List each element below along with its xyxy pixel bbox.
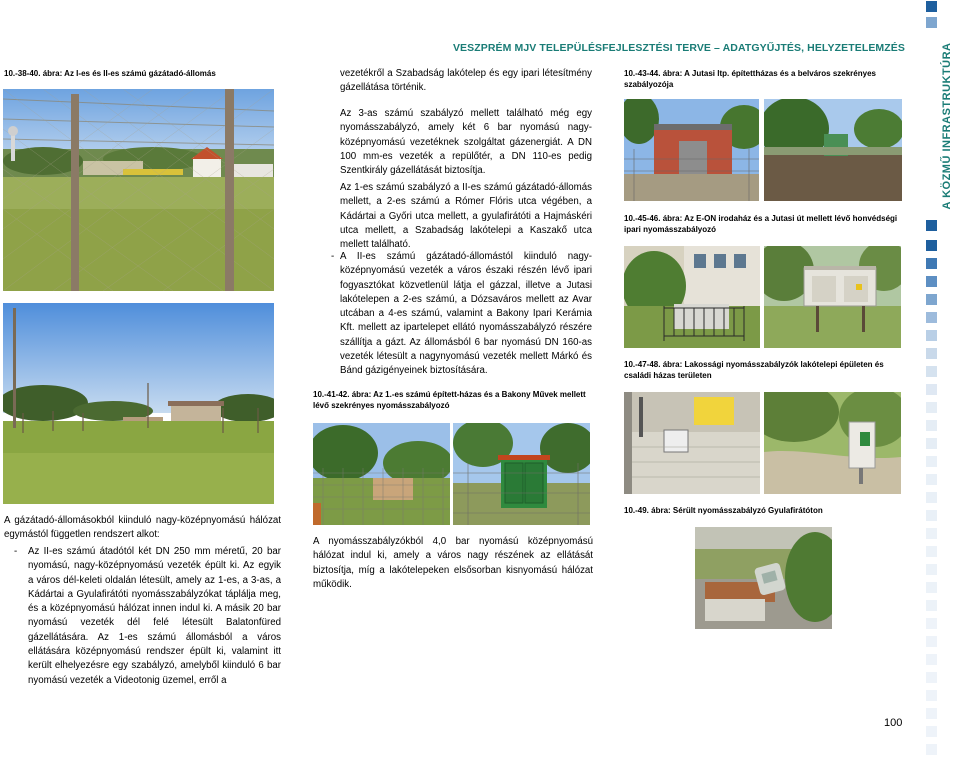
mid-paragraph-1: vezetékről a Szabadság lakótelep és egy ipari létesítmény gázellátása történik. (340, 68, 592, 94)
photo-regulator-cabinet (453, 423, 590, 525)
mid-bullet-item: - A II-es számú gázátadó-állomástól kiinduló nagy-középnyomású vezeték a város északi részén lévő ipari fogyasztókat közvetlenül látja el gázzal, illetve a Jutasi lakótelepen a 2-es számú, a Dózsaváros mellett az Avar utcában a 4-es számú, valamint a Bakony Ipari Kerámia Kft. mellett az ipartelepet ellátó nyomásszabályzó részére szállítja a gázt. Az állomásból 6 bar nyomású DN 160-as vezeték létesült a nagynyomású vezeték mellett Márkó és Bánd gázigényeinek biztosítására. (331, 250, 592, 379)
left-bullet-text: Az II-es számú átadótól két DN 250 mm méretű, 20 bar nyomású, nagy-középnyomású vezeték épült ki. Az egyik a város dél-keleti oldalán létesült, amely az 1-es, a 3-as, a Kádártai a Gyulafirátóti nyomásszabályzókat táplálja meg, és a középnyomású hálózat innen indul ki. A másik 20 bar nyomású vezeték dél felé létesült Balatonfüred gázellátására. Az 1-es számú állomásból a város ellátására középnyomású rendszer épült ki, valamint itt került elhelyezésre egy szabályzó, amelyből kiinduló 6 bar nyomású vezeték a Videotonig üzemel, erről a (28, 546, 281, 686)
caption-figure-47-48: 10.-47-48. ábra: Lakossági nyomásszabályzók lakótelepi épületen és családi házas területen (624, 360, 884, 380)
photo-regulator-built-house (313, 423, 450, 525)
caption-figure-41-42: 10.-41-42. ábra: Az 1.-es számú épített-házas és a Bakony Művek mellett lévő szekrényes nyomásszabályozó (313, 390, 586, 410)
left-bullet-item: - Az II-es számú átadótól két DN 250 mm méretű, 20 bar nyomású, nagy-középnyomású vezeték épült ki. Az egyik a város dél-keleti oldalán létesült, amely az 1-es, a 3-as, a Kádártai a Gyulafirátóti nyomásszabályzókat táplálja meg, és a középnyomású hálózat innen indul ki. A másik 20 bar nyomású vezeték dél felé létesült Balatonfüred gázellátására. Az 1-es számú állomásból a város ellátására középnyomású rendszer épült ki, valamint itt került elhelyezésre egy szabályzó, amelyből kiinduló 6 bar nyomású vezeték a Videotonig üzemel, erről a (14, 545, 281, 688)
decorative-squares (922, 0, 960, 765)
caption-figure-43-44: 10.-43-44. ábra: A Jutasi ltp. építettházas és a belváros szekrényes szabályozója (624, 69, 876, 89)
caption-figure-38-40: 10.-38-40. ábra: Az I-es és II-es számú gázátadó-állomás (4, 69, 216, 78)
page-number: 100 (884, 717, 903, 729)
photo-gas-station-2 (3, 303, 274, 504)
photo-gas-station-1 (3, 89, 274, 291)
caption-figure-49: 10.-49. ábra: Sérült nyomásszabályzó Gyulafirátóton (624, 506, 823, 515)
photo-residential-building-regulator (624, 392, 760, 494)
photo-jutasi-regulator (624, 99, 759, 201)
mid-paragraph-2: Az 3-as számú szabályzó mellett található még egy nyomásszabályzó, amely két 6 bar nyomású nagy-középnyomású vezetéknek szolgáltat gázenergiát. A DN 100 mm-es vezeték a repülőtér, a DN 110-es pedig Szentkirály gázellátását biztosítja. (340, 108, 592, 177)
mid-bullet-text: A II-es számú gázátadó-állomástól kiinduló nagy-középnyomású vezeték a város északi részén lévő ipari fogyasztókat közvetlenül látja el gázzal, illetve a Jutasi lakótelepen a 2-es számú, a Dózsaváros mellett az Avar utcában a 4-es számú, valamint a Bakony Ipari Kerámia Kft. mellett az ipartelepet ellátó nyomásszabályzó részére szállítja a gázt. Az állomásból 6 bar nyomású DN 160-as vezeték létesült a nagynyomású vezeték mellett Márkó és Bánd gázigényeinek biztosítására. (340, 251, 592, 377)
chapter-side-label: A KÖZMŰ INFRASTRUKTÚRA (941, 42, 953, 210)
photo-eon-office-regulator (624, 246, 760, 348)
photo-damaged-regulator (695, 527, 832, 629)
photo-military-industrial-regulator (764, 246, 901, 348)
photo-downtown-cabinet-regulator (764, 99, 902, 201)
photo-family-house-regulator (764, 392, 901, 494)
mid-paragraph-3: Az 1-es számú szabályzó a II-es számú gázátadó-állomás mellett, a 2-es számú a Rómer Flóris utca végében, a Kádártai a Győri utca mellett, a gyulafirátóti a Hajmáskéri utca mellett, a Szabadság lakótelepi a Kaszakő utca mellett található. (340, 182, 592, 251)
page-header: VESZPRÉM MJV TELEPÜLÉSFEJLESZTÉSI TERVE – ADATGYŰJTÉS, HELYZETELEMZÉS (452, 42, 905, 54)
caption-figure-45-46: 10.-45-46. ábra: Az E-ON irodaház és a Jutasi út mellett lévő honvédségi ipari nyomásszabályozó (624, 214, 898, 234)
left-intro-paragraph: A gázátadó-állomásokból kiinduló nagy-középnyomású hálózat egymástól független rendszert alkot: (4, 515, 281, 541)
mid-paragraph-4: A nyomásszabályzókból 4,0 bar nyomású középnyomású hálózat indul ki, amely a város nagy részének az ellátását biztosítja, míg a lakótelepeken elsősorban kisnyomású hálózat működik. (313, 536, 593, 590)
